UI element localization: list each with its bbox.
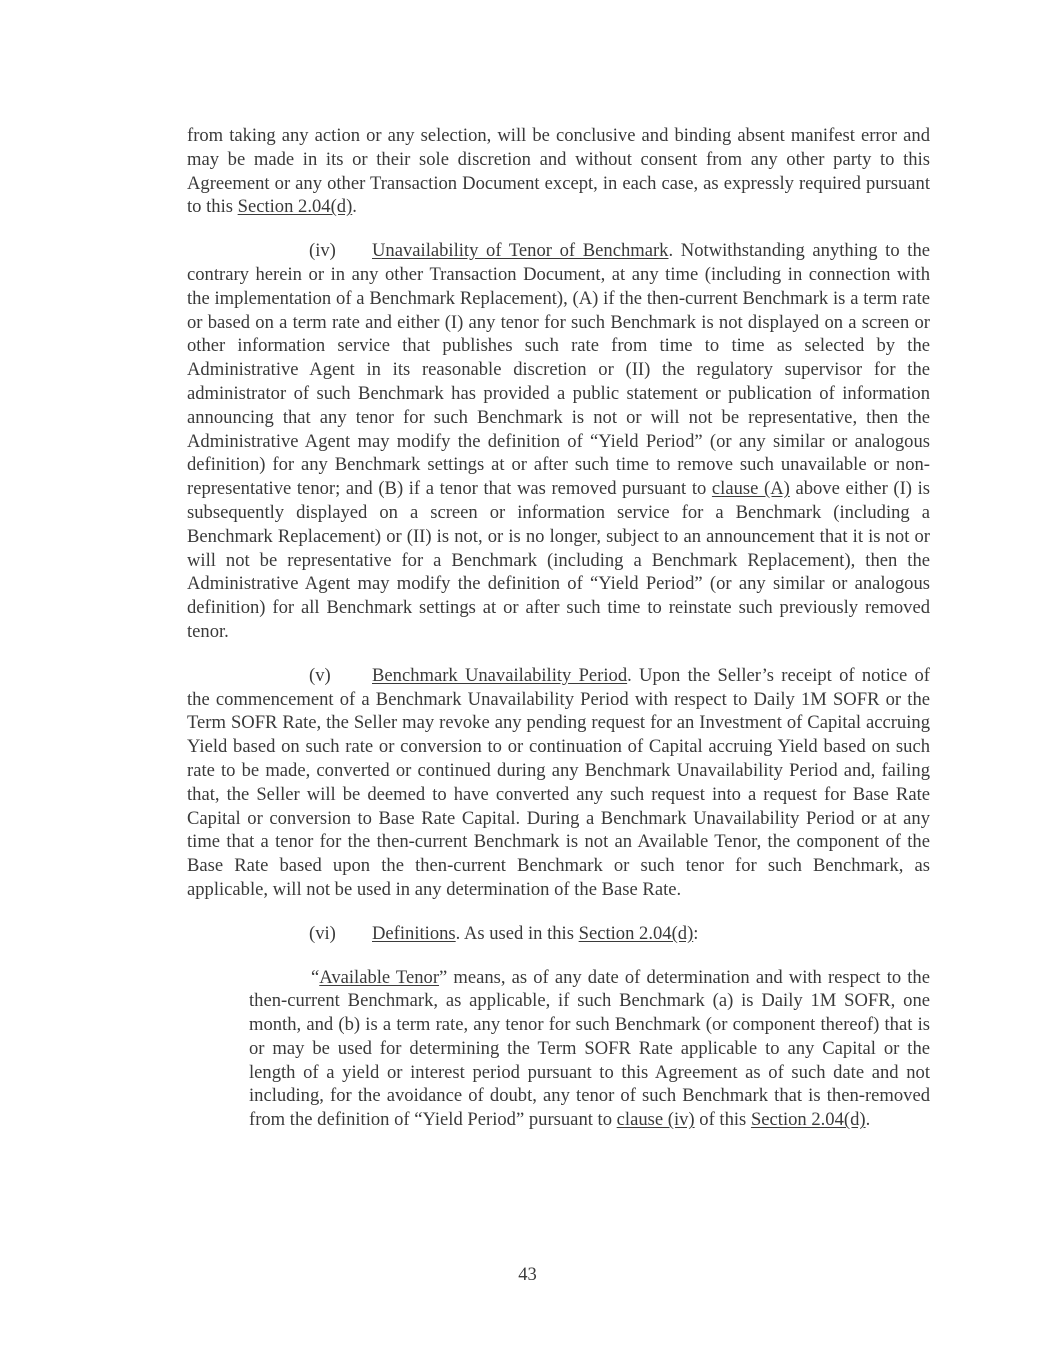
definition-available-tenor: “Available Tenor” means, as of any date of determination and with respect to the then-current Benchmark, as applicable, if such Benchmark (a) is Daily 1M SOFR, one month, and (b) is a term rate, any tenor for such Benchmark (or component thereof) that is or may be used for determining the Term SOFR Rate applicable to any Capital or the length of a yield or interest period pursuant to this Agreement as of such date and not including, for the avoidance of doubt, any tenor of such Benchmark that is then-removed from the definition of “Yield Period” pursuant to clause (iv) of this Section 2.04(d). — [249, 966, 930, 1131]
paragraph-vi: (vi) Definitions. As used in this Section 2.04(d): — [309, 922, 699, 944]
paragraph-number: (vi) — [309, 922, 336, 944]
document-body — [187, 124, 930, 1132]
continued-paragraph: from taking any action or any selection, will be conclusive and binding absent manifest error and may be made in its or their sole discretion and without consent from any other party to this Agreement or any other Transaction Document except, in each case, as expressly required pursuant to this Section 2.04(d). — [187, 125, 930, 218]
paragraph-iv: (iv) Unavailability of Tenor of Benchmark. Notwithstanding anything to the contrary herein or in any other Transaction Document, at any time (including in connection with the implementation of a Benchmark Replacement), (A) if the then-current Benchmark is a term rate or based on a term rate and either (I) any tenor for such Benchmark is not displayed on a screen or other information service that publishes such rate from time to time as selected by the Administrative Agent in its reasonable discretion or (II) the regulatory supervisor for the administrator of such Benchmark has provided a public statement or publication of information announcing that any tenor for such Benchmark is not or will not be representative, then the Administrative Agent may modify the definition of “Yield Period” (or any similar or analogous definition) for any Benchmark settings at or after such time to remove such unavailable or non-representative tenor; and (B) if a tenor that was removed pursuant to clause (A) above either (I) is subsequently displayed on a screen or information service for a Benchmark (including a Benchmark Replacement) or (II) is not, or is no longer, subject to an announcement that it is not or will not be representative for a Benchmark (including a Benchmark Replacement), then the Administrative Agent may modify the definition of “Yield Period” (or any similar or analogous definition) for all Benchmark settings at or after such time to reinstate such previously removed tenor. — [187, 240, 931, 642]
section-reference: Section 2.04(d) — [237, 196, 353, 218]
paragraph-number: (v) — [309, 664, 331, 686]
clause-reference: clause (iv) — [616, 1109, 695, 1131]
paragraph-heading: Definitions — [372, 922, 456, 944]
paragraph-v: (v) Benchmark Unavailability Period. Upon the Seller’s receipt of notice of the commencement of a Benchmark Unavailability Period with respect to Daily 1M SOFR or the Term SOFR Rate, the Seller may revoke any pending request for an Investment of Capital accruing Yield based on such rate or conversion to or continuation of Capital accruing Yield based on such rate to be made, converted or continued during any Benchmark Unavailability Period and, failing that, the Seller will be deemed to have converted any such request into a request for Base Rate Capital or conversion to Base Rate Capital. During a Benchmark Unavailability Period or at any time that a tenor for the then-current Benchmark is not an Available Tenor, the component of the Base Rate based upon the then-current Benchmark or such tenor for such Benchmark, as applicable, will not be used in any determination of the Base Rate. — [187, 664, 931, 900]
paragraph-number: (iv) — [309, 240, 336, 262]
clause-reference: clause (A) — [711, 478, 790, 500]
page-number: 43 — [518, 1264, 537, 1285]
paragraph-heading: Unavailability of Tenor of Benchmark — [372, 240, 669, 262]
section-reference: Section 2.04(d) — [750, 1109, 866, 1131]
defined-term: Available Tenor — [319, 966, 440, 988]
section-reference: Section 2.04(d) — [578, 922, 694, 944]
paragraph-heading: Benchmark Unavailability Period — [372, 664, 628, 686]
